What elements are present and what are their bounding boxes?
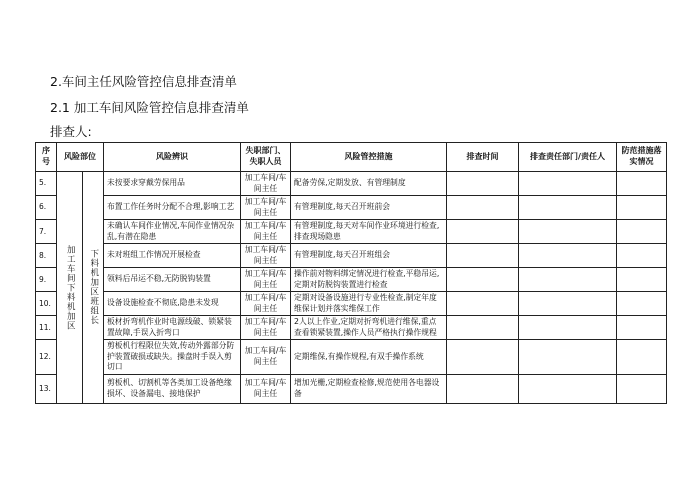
dept-person: 加工车间/车间主任: [241, 316, 291, 340]
table-row: [36, 196, 667, 220]
control-measure: 配备劳保,定期发放、有管理制度: [291, 172, 447, 196]
risk-identification: 领料后吊运不稳,无防脱钩装置: [104, 268, 241, 292]
control-measure: 有管理制度,每天召开班组会: [291, 244, 447, 268]
header-check-dept: 排查责任部门/责任人: [519, 143, 617, 172]
header-risk-area: 风险部位: [57, 143, 104, 172]
risk-identification: 布置工作任务时分配不合理,影响工艺: [104, 196, 241, 220]
dept-person: 加工车间/车间主任: [241, 172, 291, 196]
control-measure: 定期维保,有操作规程,有双手操作系统: [291, 340, 447, 375]
risk-identification: 剪板机行程限位失效,传动外露部分防护装置破损或缺失。操盘时手误入剪切口: [104, 340, 241, 375]
check-time-cell: [447, 316, 519, 340]
header-seq: 序号: [36, 143, 57, 172]
check-time-cell: [447, 220, 519, 244]
risk-identification: 剪板机、切割机等各类加工设备绝缘损坏、设备漏电、接地保护: [104, 374, 241, 403]
control-measure: 增加光栅,定期检查检修,规范使用各电器设备: [291, 374, 447, 403]
row-number: 5.: [36, 172, 57, 196]
control-measure: 有管理制度,每天对车间作业环境进行检查,排查现场隐患: [291, 220, 447, 244]
section-heading: 2.车间主任风险管控信息排查清单: [50, 74, 237, 89]
row-number: 9.: [36, 268, 57, 292]
check-time-cell: [447, 340, 519, 375]
check-time-cell: [447, 374, 519, 403]
check-time-cell: [447, 268, 519, 292]
control-measure: 有管理制度,每天召开班前会: [291, 196, 447, 220]
table-row: [36, 172, 667, 196]
risk-identification: 板材折弯机作业时电源线破、锁紧装置故障,手误入折弯口: [104, 316, 241, 340]
dept-person: 加工车间/车间主任: [241, 268, 291, 292]
table-row: [36, 292, 667, 316]
dept-person: 加工车间/车间主任: [241, 292, 291, 316]
header-dept-person: 失职部门、失职人员: [241, 143, 291, 172]
risk-identification: 设备设施检查不彻底,隐患未发现: [104, 292, 241, 316]
row-number: 7.: [36, 220, 57, 244]
implementation-cell: [617, 316, 667, 340]
control-measure: 操作前对物料绑定情况进行检查,平稳吊运,定期对防脱钩装置进行检查: [291, 268, 447, 292]
check-dept-cell: [519, 292, 617, 316]
risk-area-main: 加工车间下料机加区: [65, 244, 76, 331]
check-time-cell: [447, 172, 519, 196]
check-dept-cell: [519, 244, 617, 268]
check-dept-cell: [519, 172, 617, 196]
check-dept-cell: [519, 220, 617, 244]
check-time-cell: [447, 292, 519, 316]
subsection-heading: 2.1 加工车间风险管控信息排查清单: [50, 100, 249, 115]
row-number: 11.: [36, 316, 57, 340]
row-number: 12.: [36, 340, 57, 375]
table-row: [36, 220, 667, 244]
table-row: [36, 316, 667, 340]
risk-identification: 未确认车间作业情况,车间作业情况杂乱,有潜在隐患: [104, 220, 241, 244]
inspector-label: 排查人:: [50, 124, 92, 139]
header-check-time: 排查时间: [447, 143, 519, 172]
risk-identification: 未对班组工作情况开展检查: [104, 244, 241, 268]
implementation-cell: [617, 220, 667, 244]
row-number: 6.: [36, 196, 57, 220]
implementation-cell: [617, 196, 667, 220]
table-row: [36, 244, 667, 268]
control-measure: 2人以上作业,定期对折弯机进行维保,重点查看锁紧装置,操作人员严格执行操作规程: [291, 316, 447, 340]
dept-person: 加工车间/车间主任: [241, 340, 291, 375]
risk-area-sub: 下料机加区班组长: [88, 249, 99, 326]
header-implementation: 防范措施落实情况: [617, 143, 667, 172]
header-measures: 风险管控措施: [291, 143, 447, 172]
risk-identification: 未按要求穿戴劳保用品: [104, 172, 241, 196]
risk-control-table: [35, 142, 667, 404]
check-dept-cell: [519, 196, 617, 220]
table-row: [36, 374, 667, 403]
control-measure: 定期对设备设施进行专业性检查,制定年度维保计划并落实维保工作: [291, 292, 447, 316]
header-risk-identification: 风险辨识: [104, 143, 241, 172]
table-row: [36, 340, 667, 375]
check-time-cell: [447, 244, 519, 268]
check-dept-cell: [519, 316, 617, 340]
dept-person: 加工车间/车间主任: [241, 244, 291, 268]
row-number: 8.: [36, 244, 57, 268]
dept-person: 加工车间/车间主任: [241, 220, 291, 244]
check-dept-cell: [519, 374, 617, 403]
table-header-row: [36, 143, 667, 172]
row-number: 10.: [36, 292, 57, 316]
implementation-cell: [617, 172, 667, 196]
implementation-cell: [617, 374, 667, 403]
dept-person: 加工车间/车间主任: [241, 374, 291, 403]
implementation-cell: [617, 292, 667, 316]
check-time-cell: [447, 196, 519, 220]
implementation-cell: [617, 340, 667, 375]
implementation-cell: [617, 244, 667, 268]
dept-person: 加工车间/车间主任: [241, 196, 291, 220]
table-row: [36, 268, 667, 292]
check-dept-cell: [519, 340, 617, 375]
row-number: 13.: [36, 374, 57, 403]
implementation-cell: [617, 268, 667, 292]
risk-area-sub-cell: [83, 172, 104, 404]
risk-area-main-cell: [57, 172, 83, 404]
check-dept-cell: [519, 268, 617, 292]
